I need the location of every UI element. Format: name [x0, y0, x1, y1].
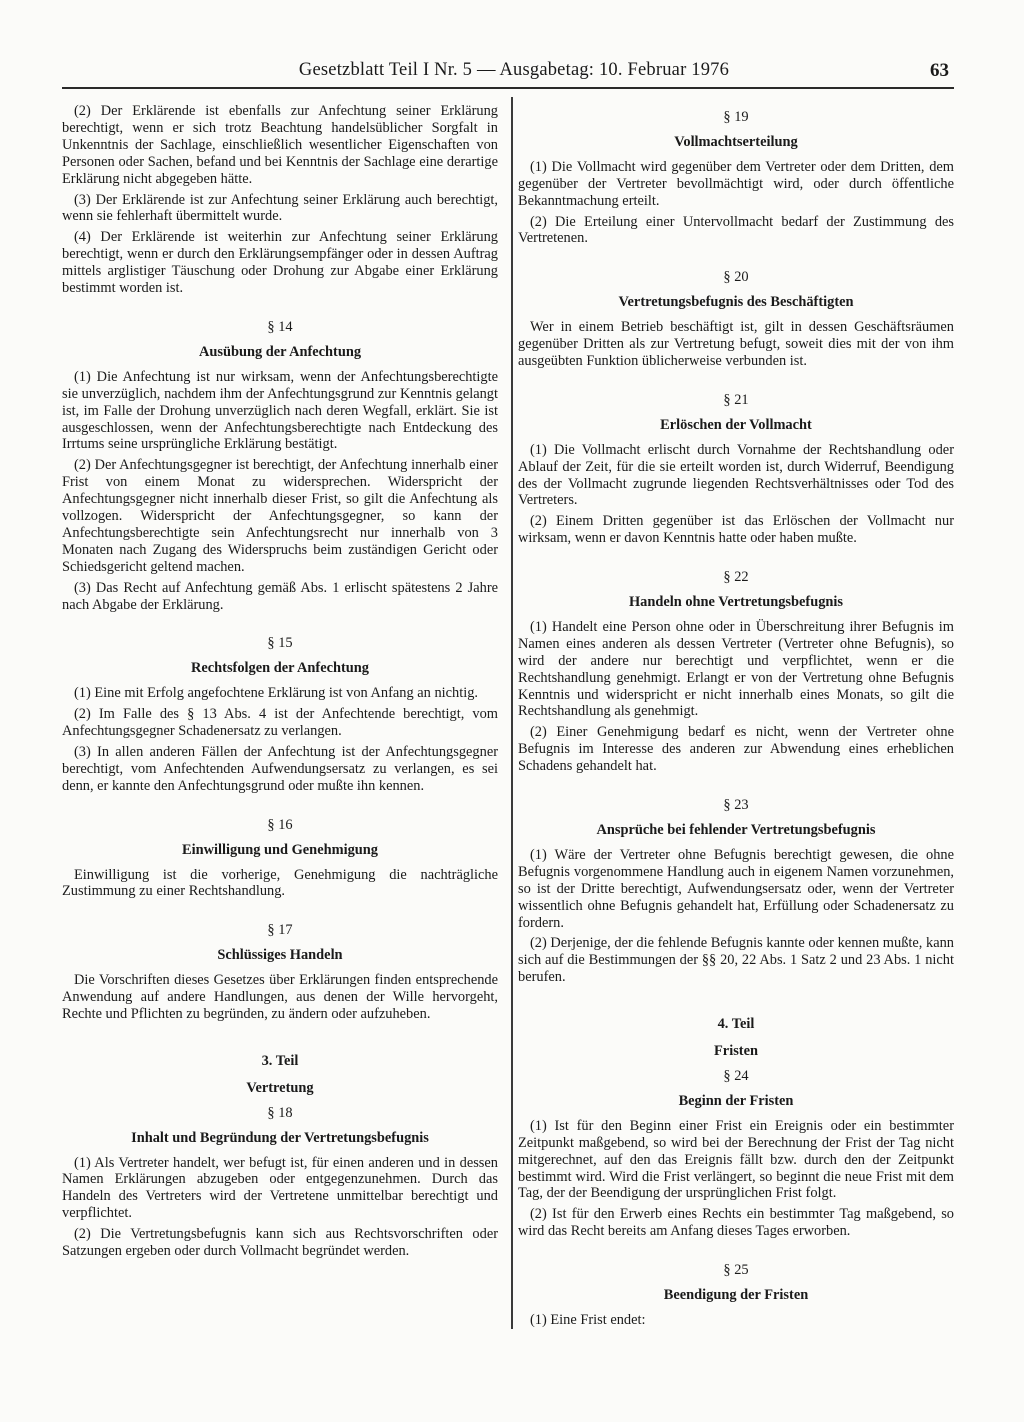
section-number: § 14: [267, 318, 293, 335]
header-rule: [62, 87, 954, 89]
section-number: § 15: [267, 635, 293, 652]
part-title: Vertretung: [246, 1079, 314, 1096]
section-title: Beendigung der Fristen: [663, 1287, 809, 1304]
paragraph: (2) Derjenige, der die fehlende Befugnis kannte oder kennen mußte, kann sich auf die Bestimmungen der §§ 20, 22 Abs. 1 Satz 2 und 23 Abs. 1 nicht berufen.: [518, 935, 954, 986]
paragraph: (1) Wäre der Vertreter ohne Befugnis berechtigt gewesen, die ohne Befugnis vorgenommene Handlung auch in eigenem Namen vorzunehmen, so ist der Dritte berechtigt, Aufwendungsersatz oder, wenn der Vertreter wissentlich ohne Befugnis gehandelt hat, Erfüllung oder Schadenersatz zu fordern.: [518, 846, 954, 931]
gazette-title: Gesetzblatt Teil I Nr. 5 — Ausgabetag: 10. Februar 1976: [298, 60, 730, 80]
section-title: Erlöschen der Vollmacht: [660, 416, 812, 433]
section-number: § 18: [267, 1104, 293, 1121]
column-divider: [511, 97, 513, 1329]
section-number: § 23: [723, 797, 749, 814]
paragraph: (2) Die Erteilung einer Untervollmacht bedarf der Zustimmung des Vertretenen.: [518, 213, 954, 247]
paragraph: Die Vorschriften dieses Gesetzes über Erklärungen finden entsprechende Anwendung auf andere Handlungen, aus denen der Wille hervorgeht, Rechte und Pflichten zu begründen, zu ändern oder aufzuheben.: [62, 972, 498, 1022]
paragraph: (1) Handelt eine Person ohne oder in Überschreitung ihrer Befugnis im Namen eines anderen als dessen Vertreter (Vertreter ohne Befugnis), so wird der andere nur berechtigt und verpflichtet, wenn er die Rechtshandlung genehmigt. Erlangt er von der Vertretung ohne Befugnis Kenntnis und widerspricht er nicht innerhalb eines Monats, so gilt die Rechtshandlung als genehmigt.: [518, 618, 954, 720]
section-number: § 20: [723, 269, 749, 286]
part-number: 3. Teil: [261, 1052, 299, 1069]
paragraph: (1) Ist für den Beginn einer Frist ein Ereignis oder ein bestimmter Zeitpunkt maßgebend, so wird bei der Berechnung der Frist der Tag nicht mitgerechnet, auf den das Ereignis fällt bzw. durch den der Zeitpunkt bestimmt wird. Wird die Frist verlängert, so beginnt die neue Frist mit dem Tag, der der Beendigung der ursprünglichen Frist folgt.: [518, 1117, 954, 1202]
paragraph: (2) Einem Dritten gegenüber ist das Erlöschen der Vollmacht nur wirksam, wenn er davon Kenntnis hatte oder haben mußte.: [518, 513, 954, 547]
section-number: § 17: [267, 922, 293, 939]
paragraph: (3) Das Recht auf Anfechtung gemäß Abs. 1 erlischt spätestens 2 Jahre nach Abgabe der Erklärung.: [62, 579, 498, 613]
section-number: § 22: [723, 569, 749, 586]
section-number: § 16: [267, 816, 293, 833]
paragraph: (2) Der Anfechtungsgegner ist berechtigt, der Anfechtung innerhalb einer Frist von einem Monat zu widersprechen. Widerspricht der Anfechtungsgegner nicht innerhalb dieser Frist, so gilt die Anfechtung als vollzogen. Widerspricht der Anfechtungsgegner, so kann der Anfechtungsberechtigte sein Anfechtungsrecht nur innerhalb von 3 Monaten nach Zugang des Widerspruchs beim zuständigen Gericht oder Schiedsgericht geltend machen.: [62, 457, 498, 575]
left-column: [62, 103, 498, 1264]
section-title: Einwilligung und Genehmigung: [182, 841, 378, 858]
section-title: Handeln ohne Vertretungsbefugnis: [628, 594, 844, 611]
paragraph: (1) Die Vollmacht erlischt durch Vornahme der Rechtshandlung oder Ablauf der Zeit, für die sie erteilt worden ist, durch Widerruf, Beendigung des der Vollmacht zugrunde liegenden Rechtsverhältnisses oder Tod des Vertreters.: [518, 441, 954, 509]
paragraph: (1) Die Anfechtung ist nur wirksam, wenn der Anfechtungsberechtigte sie unverzüglich, nachdem ihm der Anfechtungsgrund zur Kenntnis gelangt ist, im Falle der Drohung unverzüglich nach deren Wegfall, erklärt. Sie ist ausgeschlossen, wenn der Anfechtungsberechtigte nach Entdeckung des Irrtums seine ursprüngliche Erklärung bestätigt.: [62, 368, 498, 453]
paragraph: Wer in einem Betrieb beschäftigt ist, gilt in dessen Geschäftsräumen gegenüber Dritten als zur Vertretung befugt, soweit dies mit der von ihm ausgeübten Funktion üblicherweise verbunden ist.: [518, 319, 954, 369]
part-number: 4. Teil: [717, 1016, 755, 1033]
section-title: Ausübung der Anfechtung: [198, 343, 362, 360]
page-number: 63: [930, 60, 949, 81]
section-title: Vollmachtserteilung: [674, 133, 798, 150]
page-header: [0, 0, 1024, 90]
paragraph: (1) Eine mit Erfolg angefochtene Erklärung ist von Anfang an nichtig.: [74, 685, 479, 702]
paragraph: (1) Als Vertreter handelt, wer befugt ist, für einen anderen und in dessen Namen Erklärungen abzugeben oder entgegenzunehmen. Durch das Handeln des Vertreters wird der Vertretene unmittelbar berechtigt und verpflichtet.: [62, 1154, 498, 1222]
paragraph: (2) Der Erklärende ist ebenfalls zur Anfechtung seiner Erklärung berechtigt, wenn er sich trotz Beachtung handelsüblicher Sorgfalt in Unkenntnis der Sachlage, einschließlich wesentlicher Eigenschaften von Personen oder Sachen, befand und bei Kenntnis der Sachlage eine derartige Erklärung nicht abgegeben hätte.: [62, 103, 498, 187]
paragraph: (4) Der Erklärende ist weiterhin zur Anfechtung seiner Erklärung berechtigt, wenn er durch den Erklärungsempfänger oder in dessen Auftrag mittels arglistiger Täuschung oder Drohung zur Abgabe einer Erklärung bestimmt worden ist.: [62, 229, 498, 297]
paragraph: (2) Im Falle des § 13 Abs. 4 ist der Anfechtende berechtigt, vom Anfechtungsgegner Schadenersatz zu verlangen.: [62, 706, 498, 740]
paragraph: (2) Ist für den Erwerb eines Rechts ein bestimmter Tag maßgebend, so wird das Recht bereits am Anfang dieses Tages erworben.: [518, 1206, 954, 1240]
section-title: Vertretungsbefugnis des Beschäftigten: [618, 294, 854, 311]
paragraph: Einwilligung ist die vorherige, Genehmigung die nachträgliche Zustimmung zu einer Rechtshandlung.: [62, 866, 498, 900]
section-title: Schlüssiges Handeln: [217, 947, 343, 964]
paragraph: (2) Einer Genehmigung bedarf es nicht, wenn der Vertreter ohne Befugnis im Interesse des anderen zur Abwendung eines erheblichen Schadens gehandelt hat.: [518, 724, 954, 775]
section-title: Rechtsfolgen der Anfechtung: [190, 660, 369, 677]
paragraph: (3) In allen anderen Fällen der Anfechtung ist der Anfechtungsgegner berechtigt, vom Anfechtenden Aufwendungsersatz zu verlangen, es sei denn, er kannte den Anfechtungsgrund oder mußte ihn kennen.: [62, 744, 498, 794]
section-number: § 24: [723, 1067, 749, 1084]
paragraph: (3) Der Erklärende ist zur Anfechtung seiner Erklärung auch berechtigt, wenn sie fehlerhaft übermittelt wurde.: [62, 191, 498, 225]
section-number: § 19: [723, 109, 749, 125]
part-title: Fristen: [714, 1043, 758, 1060]
section-number: § 21: [723, 391, 749, 408]
right-column: [518, 103, 954, 1333]
section-title: Ansprüche bei fehlender Vertretungsbefugnis: [596, 822, 876, 838]
section-title: Beginn der Fristen: [678, 1092, 794, 1109]
paragraph: (1) Eine Frist endet:: [530, 1311, 646, 1328]
section-title: Inhalt und Begründung der Vertretungsbefugnis: [131, 1129, 429, 1146]
paragraph: (2) Die Vertretungsbefugnis kann sich aus Rechtsvorschriften oder Satzungen ergeben oder durch Vollmacht begründet werden.: [62, 1226, 498, 1260]
paragraph: (1) Die Vollmacht wird gegenüber dem Vertreter oder dem Dritten, dem gegenüber der Vertreter bevollmächtigt wird, oder durch öffentliche Bekanntmachung erteilt.: [518, 158, 954, 209]
section-number: § 25: [723, 1262, 749, 1279]
